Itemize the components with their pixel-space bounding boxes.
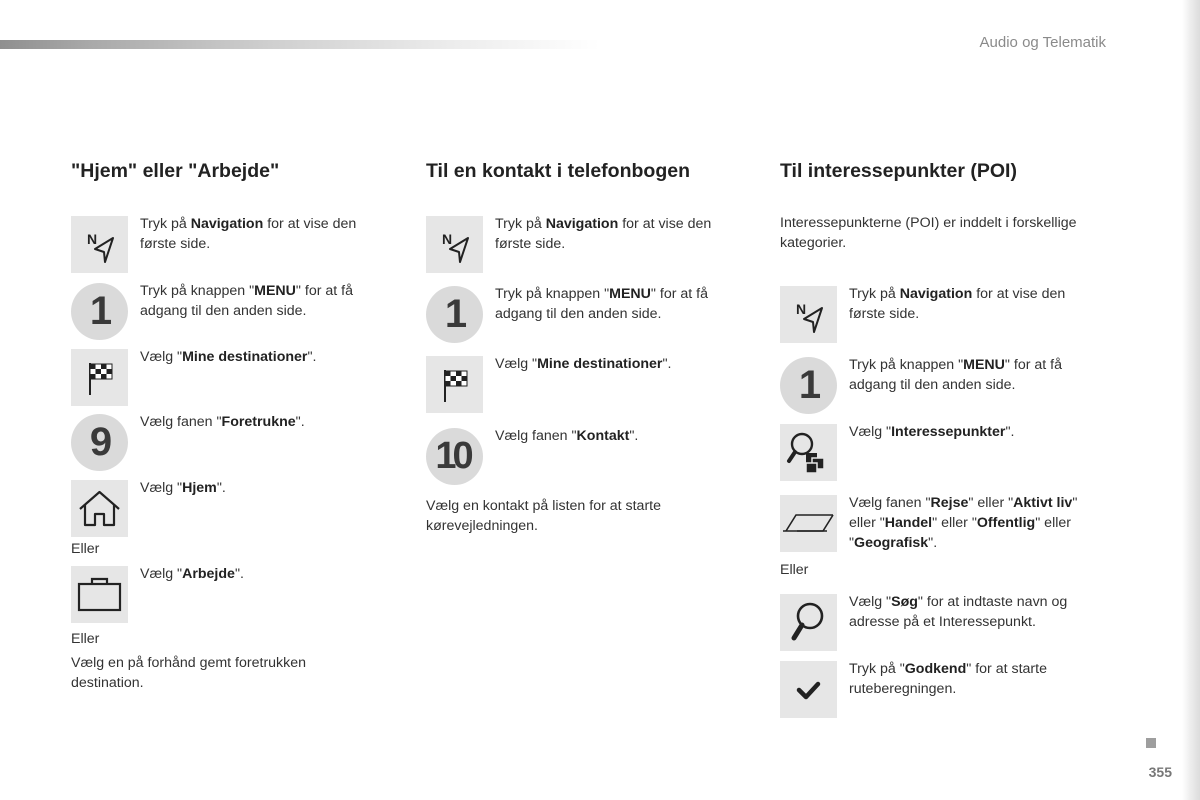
step-text: Vælg "Mine destinationer". [495, 356, 672, 372]
checkmark-icon [780, 661, 837, 718]
section-title: Audio og Telematik [979, 34, 1106, 51]
column-title: Til en kontakt i telefonbogen [426, 160, 690, 182]
step-text: Vælg "Hjem". [140, 480, 226, 496]
footer-text: Vælg en kontakt på listen for at starte kørevejledningen. [426, 498, 662, 534]
step-text: Tryk på Navigation for at vise den første side. [140, 216, 357, 252]
step-text: Vælg fanen "Rejse" eller "Aktivt liv" eller "Handel" eller "Offentlig" eller "Geografisk". [849, 495, 1078, 551]
navigation-icon [780, 286, 837, 343]
home-icon [71, 480, 128, 537]
briefcase-icon [71, 566, 128, 623]
step-number-badge: 1 [780, 357, 837, 414]
step-text: Vælg "Interessepunkter". [849, 424, 1015, 440]
navigation-icon [426, 216, 483, 273]
page-number: 355 [1148, 764, 1172, 780]
navigation-icon [71, 216, 128, 273]
column-title: Til interessepunkter (POI) [780, 160, 1017, 182]
header-gradient-bar [0, 40, 600, 49]
step-number-badge: 9 [71, 414, 128, 471]
checkered-flag-icon [426, 356, 483, 413]
page-marker [1146, 738, 1156, 748]
search-icon [780, 594, 837, 651]
svg-text:N: N [87, 231, 98, 247]
page-edge-shade [1182, 0, 1200, 800]
step-text: Tryk på Navigation for at vise den første side. [849, 286, 1066, 322]
svg-text:N: N [796, 301, 807, 317]
poi-search-icon [780, 424, 837, 481]
or-label: Eller [780, 562, 809, 578]
step-text: Tryk på knappen "MENU" for at få adgang til den anden side. [849, 357, 1063, 393]
step-number-badge: 1 [71, 283, 128, 340]
or-label: Eller [71, 631, 100, 647]
or-label: Eller [71, 541, 100, 557]
intro-text: Interessepunkterne (POI) er inddelt i forskellige kategorier. [780, 215, 1077, 251]
step-number-badge: 10 [426, 428, 483, 485]
step-text: Tryk på knappen "MENU" for at få adgang til den anden side. [495, 286, 709, 322]
column-title: "Hjem" eller "Arbejde" [71, 160, 280, 182]
step-text: Vælg "Arbejde". [140, 566, 244, 582]
road-icon [780, 495, 837, 552]
svg-text:N: N [442, 231, 453, 247]
step-text: Tryk på knappen "MENU" for at få adgang til den anden side. [140, 283, 354, 319]
step-number-badge: 1 [426, 286, 483, 343]
footer-text: Vælg en på forhånd gemt foretrukken destination. [71, 655, 307, 691]
step-text: Tryk på Navigation for at vise den første side. [495, 216, 712, 252]
step-text: Vælg fanen "Kontakt". [495, 428, 639, 444]
step-text: Vælg fanen "Foretrukne". [140, 414, 305, 430]
checkered-flag-icon [71, 349, 128, 406]
step-text: Tryk på "Godkend" for at starte ruteberegningen. [849, 661, 1047, 697]
step-text: Vælg "Mine destinationer". [140, 349, 317, 365]
step-text: Vælg "Søg" for at indtaste navn og adresse på et Interessepunkt. [849, 594, 1068, 630]
